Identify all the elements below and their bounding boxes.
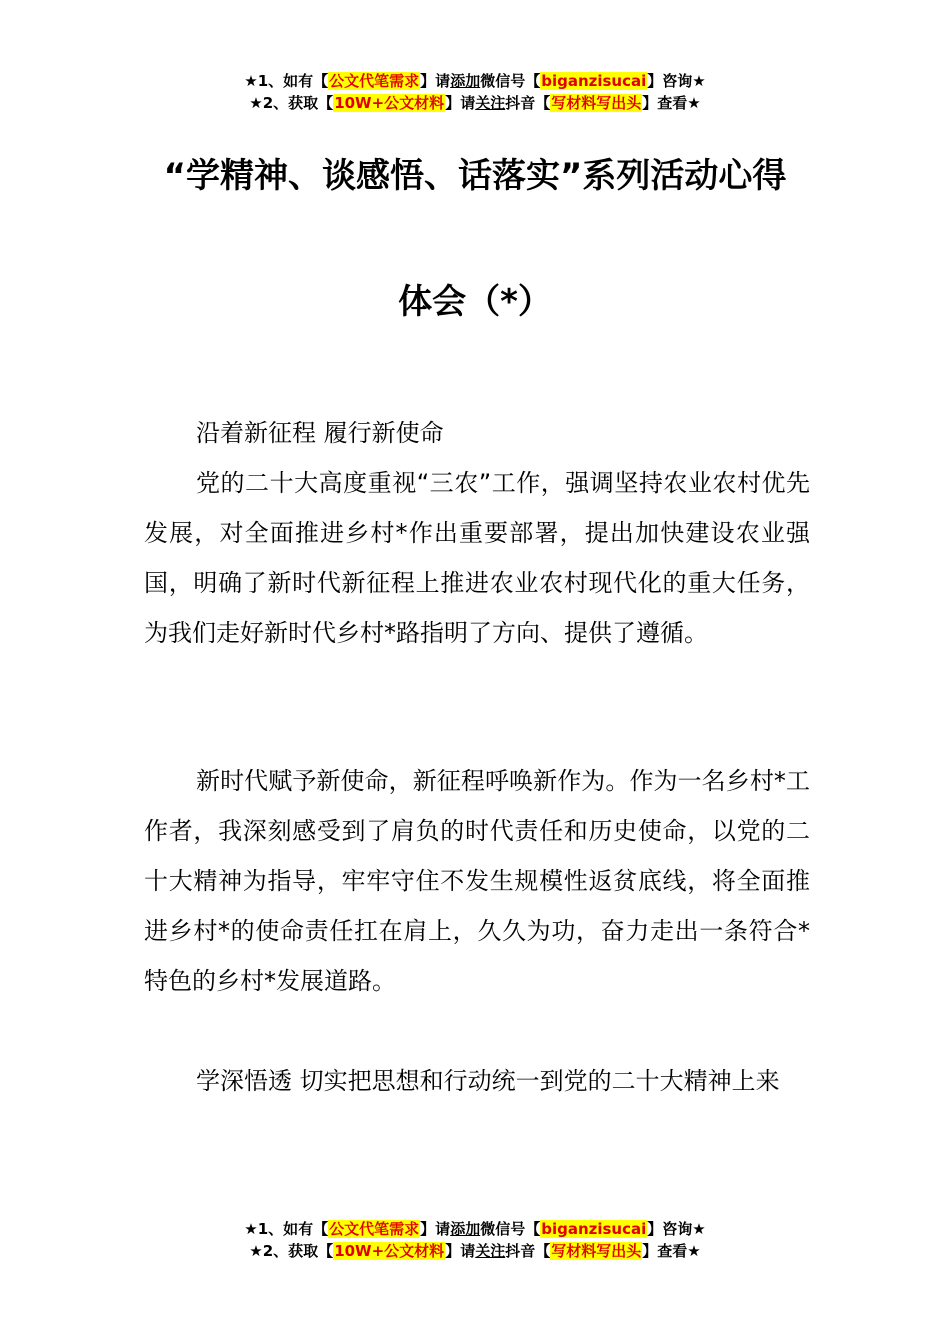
- promo-highlight: biganzisucai: [541, 72, 647, 90]
- document-title-line-2: 体会（*）: [398, 282, 552, 322]
- promo-text: 抖音【: [505, 94, 551, 112]
- promo-text: 】咨询★: [647, 72, 706, 90]
- promo-text: 】请: [445, 1242, 476, 1260]
- promo-line-2: [0, 1240, 950, 1262]
- promo-line-2: [0, 92, 950, 114]
- body-paragraph: 党的二十大高度重视“三农”工作，强调坚持农业农村优先发展，对全面推进乡村*作出重要部署，提出加快建设农业强国，明确了新时代新征程上推进农业农村现代化的重大任务，为我们走好新时代乡村*路指明了方向、提供了遵循。: [144, 469, 810, 647]
- promo-text: 】请: [420, 72, 451, 90]
- promo-line-1: [0, 1218, 950, 1240]
- promo-emphasis: 关注: [475, 94, 506, 112]
- promo-text: 】请: [445, 94, 476, 112]
- promo-text: ★1、如有【: [244, 1220, 329, 1238]
- promo-highlight: 公文代笔需求: [329, 1220, 420, 1238]
- promo-text: ★1、如有【: [244, 72, 329, 90]
- promo-text: 微信号【: [480, 72, 541, 90]
- promo-emphasis: 添加: [450, 1220, 481, 1238]
- promo-text: ★2、获取【: [249, 94, 334, 112]
- promo-text: ★2、获取【: [249, 1242, 334, 1260]
- promo-banner-top: [0, 70, 950, 114]
- promo-banner-bottom: [0, 1218, 950, 1262]
- promo-text: 】查看★: [642, 94, 701, 112]
- promo-highlight: 10W+公文材料: [334, 1242, 445, 1260]
- promo-emphasis: 关注: [475, 1242, 506, 1260]
- section-heading: 学深悟透 切实把思想和行动统一到党的二十大精神上来: [196, 1067, 780, 1095]
- promo-text: 】请: [420, 1220, 451, 1238]
- section-heading: 沿着新征程 履行新使命: [196, 419, 444, 447]
- body-paragraph: 新时代赋予新使命，新征程呼唤新作为。作为一名乡村*工作者，我深刻感受到了肩负的时代责任和历史使命，以党的二十大精神为指导，牢牢守住不发生规模性返贫底线，将全面推进乡村*的使命责任扛在肩上，久久为功，奋力走出一条符合*特色的乡村*发展道路。: [144, 767, 810, 995]
- document-title-line-1: “学精神、谈感悟、话落实”系列活动心得: [163, 156, 787, 196]
- promo-text: 】查看★: [642, 1242, 701, 1260]
- promo-emphasis: 添加: [450, 72, 481, 90]
- promo-highlight: 写材料写出头: [551, 1242, 642, 1260]
- promo-highlight: 公文代笔需求: [329, 72, 420, 90]
- promo-text: 】咨询★: [647, 1220, 706, 1238]
- promo-highlight: biganzisucai: [541, 1220, 647, 1238]
- promo-text: 抖音【: [505, 1242, 551, 1260]
- promo-text: 微信号【: [480, 1220, 541, 1238]
- promo-highlight: 10W+公文材料: [334, 94, 445, 112]
- promo-highlight: 写材料写出头: [551, 94, 642, 112]
- promo-line-1: [0, 70, 950, 92]
